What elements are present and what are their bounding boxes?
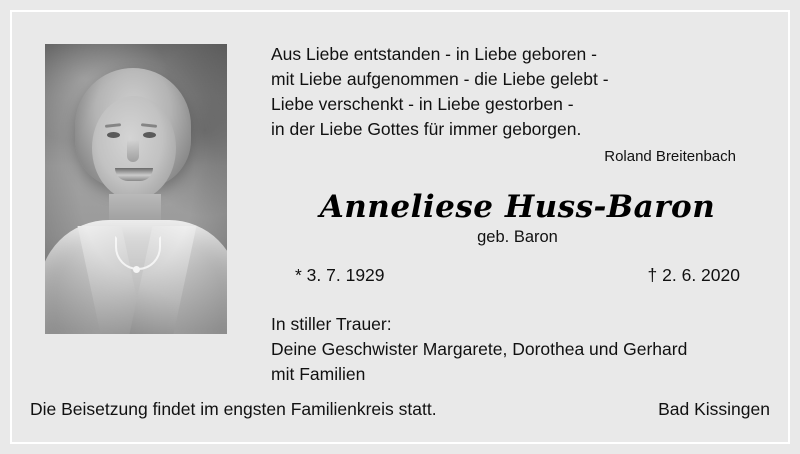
poem-author: Roland Breitenbach — [604, 148, 736, 165]
poem-line-4: in der Liebe Gottes für immer geborgen. — [271, 119, 582, 139]
place-name: Bad Kissingen — [658, 399, 770, 419]
deceased-maiden-name: geb. Baron — [477, 228, 558, 246]
photo-vignette — [45, 44, 227, 334]
portrait-container — [30, 24, 257, 334]
poem-line-1: Aus Liebe entstanden - in Liebe geboren - — [271, 44, 597, 64]
mourning-block — [271, 312, 764, 387]
deceased-name: Anneliese Huss-Baron — [319, 189, 716, 225]
mourning-line-2: mit Familien — [271, 364, 366, 384]
portrait-photo — [45, 44, 227, 334]
poem-line-3: Liebe verschenkt - in Liebe gestorben - — [271, 94, 574, 114]
notice-frame — [10, 10, 790, 444]
mourning-intro: In stiller Trauer: — [271, 314, 392, 334]
funeral-note: Die Beisetzung findet im engsten Familienkreis statt. — [30, 399, 437, 419]
birth-date: * 3. 7. 1929 — [295, 265, 385, 285]
poem-line-2: mit Liebe aufgenommen - die Liebe gelebt - — [271, 69, 609, 89]
mourning-line-1: Deine Geschwister Margarete, Dorothea und Gerhard — [271, 339, 688, 359]
notice-body — [30, 24, 770, 387]
life-dates — [271, 265, 764, 286]
poem — [271, 42, 764, 142]
notice-footer — [30, 399, 770, 420]
text-column — [257, 24, 770, 387]
death-date: † 2. 6. 2020 — [647, 265, 740, 285]
